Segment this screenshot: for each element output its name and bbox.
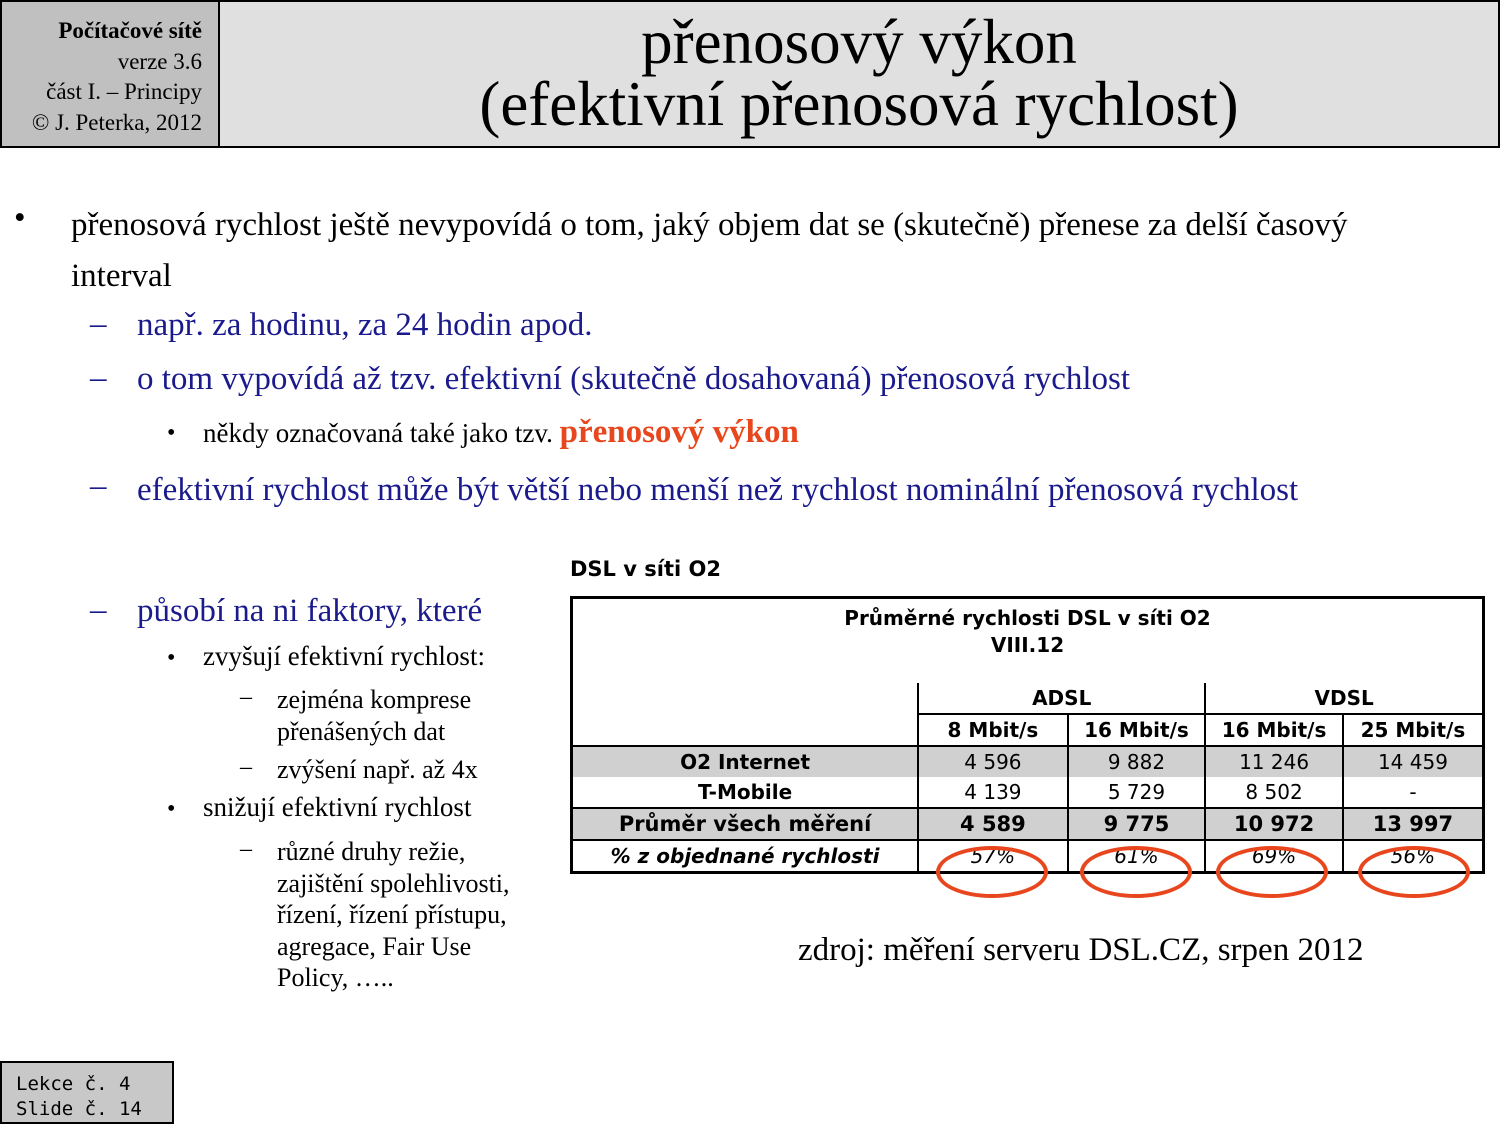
highlight-oval (936, 846, 1048, 898)
row-label: T-Mobile (697, 780, 793, 804)
table-cell: 9 882 (1068, 746, 1206, 777)
group-vdsl: VDSL (1205, 683, 1483, 714)
group-adsl: ADSL (918, 683, 1205, 714)
column-header: 16 Mbit/s (1205, 714, 1343, 746)
dash-marker: – (240, 754, 252, 780)
table-cell: 8 502 (1205, 777, 1343, 808)
increase-label: zvyšují efektivní rychlost: (203, 641, 485, 671)
table-cell: 4 139 (918, 777, 1068, 808)
note-highlight: přenosový výkon (559, 414, 799, 450)
row-label: O2 Internet (572, 746, 919, 777)
table-row (572, 777, 1484, 808)
table-cell: 14 459 (1343, 746, 1484, 777)
slide-title (220, 0, 1500, 148)
increase-item-2: zvýšení např. až 4x (277, 755, 478, 784)
bullet-dot: • (14, 200, 26, 236)
course-part: část I. – Principy (46, 79, 202, 104)
table-cell: 13 997 (1343, 808, 1484, 840)
decrease-label: snižují efektivní rychlost (203, 792, 472, 822)
table-cell: 61% (1068, 840, 1206, 873)
bullet-dot: • (167, 420, 176, 446)
table-cell: 56% (1343, 840, 1484, 873)
title-line-1: přenosový výkon (641, 7, 1077, 77)
table-cell: 10 972 (1205, 808, 1343, 840)
note-prefix: někdy označovaná také jako tzv. (203, 418, 553, 448)
dash-marker: – (90, 306, 107, 342)
course-version: verze 3.6 (117, 48, 202, 74)
slide-footer (0, 1061, 174, 1124)
decrease-item-1: různé druhy režie, zajištění spolehlivosti, řízení, řízení přístupu, agregace, Fair Use Policy, ….. (277, 837, 510, 992)
table-row (572, 746, 1484, 777)
column-header: 8 Mbit/s (918, 714, 1068, 746)
table-corner (572, 714, 919, 746)
table-cell: 11 246 (1205, 746, 1343, 777)
highlight-oval (1216, 846, 1328, 898)
course-copyright: © J. Peterka, 2012 (31, 109, 202, 135)
source-note: zdroj: měření serveru DSL.CZ, srpen 2012 (798, 932, 1364, 968)
table-heading: DSL v síti O2 (570, 557, 721, 581)
table-cell: 69% (1205, 840, 1343, 873)
note-line (203, 414, 799, 451)
bullet-dot: • (167, 796, 176, 822)
column-header: 16 Mbit/s (1068, 714, 1206, 746)
table-row (572, 808, 1484, 840)
table-corner (572, 683, 919, 714)
course-name: Počítačové sítě (58, 18, 202, 43)
dash-marker: – (90, 468, 107, 504)
highlight-oval (1358, 846, 1470, 898)
bullet-dot: • (167, 645, 176, 671)
column-header: 25 Mbit/s (1343, 714, 1484, 746)
dash-marker: – (90, 592, 107, 628)
row-label: % z objednané rychlosti (572, 840, 919, 873)
table-cell: 4 596 (918, 746, 1068, 777)
dash-marker: – (90, 360, 107, 396)
sub-bullet-factors: působí na ni faktory, které (137, 593, 483, 629)
slide-number: Slide č. 14 (16, 1098, 142, 1120)
sub-bullet-example: např. za hodinu, za 24 hodin apod. (137, 307, 593, 343)
table-caption: Průměrné rychlosti DSL v síti O2 (844, 606, 1211, 630)
table-cell: 5 729 (1068, 777, 1206, 808)
lecture-number: Lekce č. 4 (16, 1073, 131, 1095)
sub-bullet-effective: o tom vypovídá až tzv. efektivní (skutečně dosahovaná) přenosová rychlost (137, 361, 1131, 397)
sub-bullet-compare: efektivní rychlost může být větší nebo menší než rychlost nominální přenosová rychlost (137, 472, 1299, 508)
course-info-box (0, 0, 220, 148)
table-cell: - (1343, 777, 1484, 808)
dash-marker: – (240, 684, 252, 710)
table-cell: 4 589 (918, 808, 1068, 840)
bullet-main: přenosová rychlost ještě nevypovídá o tom, jaký objem dat se (skutečně) přenese za delší časový interval (71, 207, 1348, 294)
row-label: Průměr všech měření (572, 808, 919, 840)
dash-marker: – (240, 836, 252, 862)
dsl-speed-table (570, 596, 1485, 874)
increase-item-1: zejména komprese přenášených dat (277, 685, 472, 746)
table-cell: 57% (918, 840, 1068, 873)
table-cell: 9 775 (1068, 808, 1206, 840)
table-subcaption: VIII.12 (990, 633, 1065, 657)
title-line-2: (efektivní přenosová rychlost) (479, 69, 1239, 139)
highlight-oval (1080, 846, 1192, 898)
